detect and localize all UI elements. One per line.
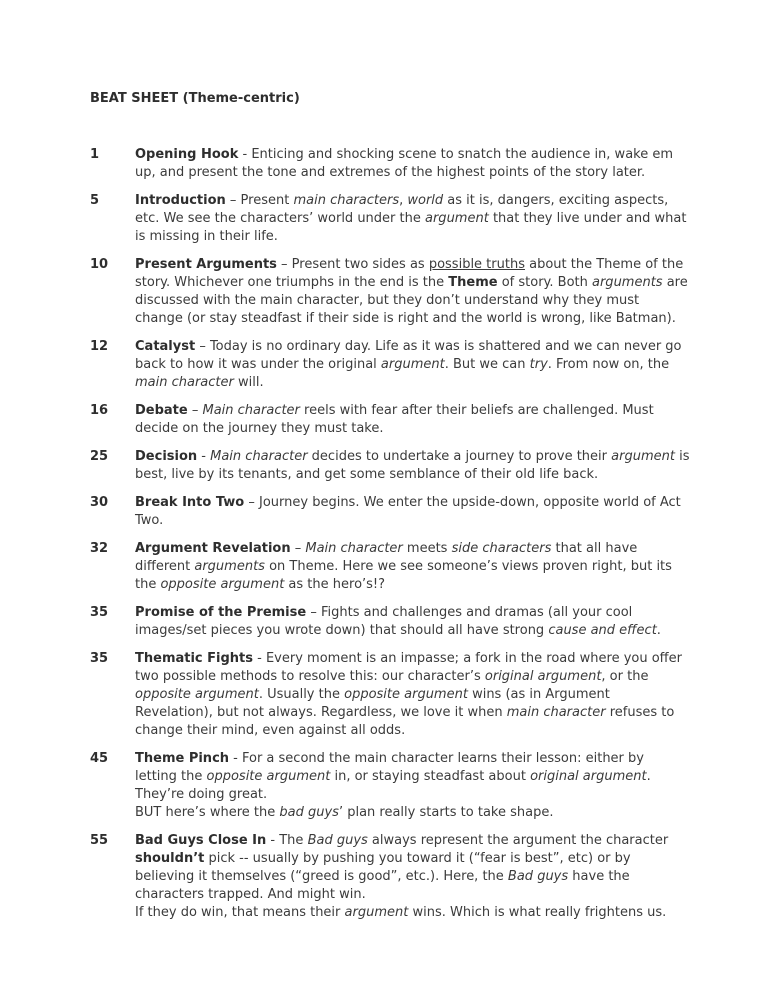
beat-text-segment: - Every moment is an impasse; a fork in the road where you offer two possible methods to resolve this: our character’s [135, 651, 682, 684]
beat-page-number: 30 [90, 495, 109, 510]
beat-description-line [135, 832, 690, 904]
beat-page-number: 16 [90, 403, 109, 418]
beat-description [135, 650, 690, 740]
beat-description [135, 448, 690, 484]
beat-text-segment: try [529, 357, 548, 372]
beat-text-segment: side characters [451, 541, 552, 556]
beat-description [135, 494, 690, 530]
beat-text-segment: Bad guys [507, 869, 569, 884]
beat-text-segment: Bad guys [307, 833, 368, 848]
beat-description [135, 192, 690, 246]
beat-item [90, 256, 690, 328]
beat-text-segment: in, or staying steadfast about [330, 769, 531, 784]
beat-item [90, 402, 690, 438]
beat-text-segment: , or the [601, 669, 649, 684]
beat-item [90, 650, 690, 740]
beat-item [90, 338, 690, 392]
beat-name: Present Arguments [135, 257, 277, 272]
beat-text-segment: - Enticing and shocking scene to snatch the audience in, wake em up, and present the tone and extremes of the highest points of the story later. [135, 147, 674, 180]
beat-page-number: 1 [90, 147, 100, 162]
beat-text-segment: – Present [225, 193, 294, 208]
beat-text-segment: meets [402, 541, 452, 556]
beat-item [90, 448, 690, 484]
beat-page-number: 55 [90, 833, 109, 848]
beat-list [90, 146, 690, 932]
beat-item [90, 604, 690, 640]
beat-text-segment: are discussed with the main character, but they don’t understand why they must change (or stay steadfast if their side is right and the world is wrong, like Batman). [135, 275, 688, 326]
beat-description-line [135, 804, 690, 822]
beat-text-segment: have the characters trapped. And might win. [135, 869, 630, 902]
beat-text-segment: ’ plan really starts to take shape. [338, 805, 554, 820]
beat-page-number: 25 [90, 449, 109, 464]
beat-text-segment: - [197, 449, 211, 464]
beat-text-segment: opposite argument [160, 577, 285, 592]
beat-text-segment: BUT here’s where the [135, 805, 280, 820]
beat-text-segment: opposite argument [206, 769, 331, 784]
beat-name: Break Into Two [135, 495, 245, 510]
beat-text-segment: argument [380, 357, 445, 372]
beat-item [90, 750, 690, 822]
beat-description-line [135, 494, 690, 530]
beat-text-segment: will. [233, 375, 264, 390]
beat-name: Introduction [135, 193, 226, 208]
beat-text-segment: main characters [293, 193, 400, 208]
beat-item [90, 146, 690, 182]
beat-text-segment: argument [611, 449, 675, 464]
beat-description [135, 604, 690, 640]
beat-text-segment: bad guys [279, 805, 339, 820]
beat-item [90, 540, 690, 594]
beat-text-segment: – Today is no ordinary day. Life as it was is shattered and we can never go back to how it was under the original [135, 339, 682, 372]
beat-name: Thematic Fights [135, 651, 254, 666]
beat-text-segment: is best, live by its tenants, and get some semblance of their old life back. [135, 449, 690, 482]
beat-text-segment: refuses to change their mind, even against all odds. [135, 705, 675, 738]
beat-text-segment: argument [425, 211, 489, 226]
beat-text-segment: Theme [448, 275, 498, 290]
beat-text-segment: main character [135, 375, 234, 390]
beat-page-number: 32 [90, 541, 109, 556]
beat-page-number: 5 [90, 193, 100, 208]
beat-description-line [135, 604, 690, 640]
beat-text-segment: wins. Which is what really frightens us. [408, 905, 667, 920]
beat-name: Opening Hook [135, 147, 239, 162]
beat-text-segment: main character [506, 705, 606, 720]
beat-text-segment: . They’re doing great. [135, 769, 651, 802]
beat-text-segment: possible truths [428, 257, 525, 272]
beat-item [90, 832, 690, 922]
beat-name: Promise of the Premise [135, 605, 307, 620]
beat-name: Decision [135, 449, 198, 464]
beat-description [135, 146, 690, 182]
document-title: BEAT SHEET (Theme-centric) [90, 91, 300, 106]
beat-text-segment: reels with fear after their beliefs are challenged. Must decide on the journey they must take. [135, 403, 654, 436]
beat-name: Theme Pinch [135, 751, 230, 766]
beat-text-segment: original argument [530, 769, 647, 784]
beat-text-segment: about the Theme of the story. Whichever one triumphs in the end is the [135, 257, 684, 290]
beat-text-segment: , [399, 193, 408, 208]
beat-text-segment: opposite argument [344, 687, 468, 702]
beat-text-segment: . Usually the [258, 687, 345, 702]
beat-page-number: 45 [90, 751, 109, 766]
beat-name: Debate [135, 403, 188, 418]
beat-text-segment: original argument [484, 669, 602, 684]
beat-text-segment: arguments [592, 275, 663, 290]
beat-description-line [135, 650, 690, 740]
beat-text-segment: pick -- usually by pushing you toward it (“fear is best”, etc) or by believing it themselves (“greed is good”, etc.). Here, the [135, 851, 631, 884]
beat-text-segment: shouldn’t [135, 851, 205, 866]
beat-page-number: 35 [90, 651, 109, 666]
beat-text-segment: . [656, 623, 661, 638]
beat-text-segment: Main character [305, 541, 403, 556]
beat-text-segment: Main character [202, 403, 300, 418]
beat-page-number: 35 [90, 605, 109, 620]
beat-description-line [135, 904, 690, 922]
beat-page-number: 10 [90, 257, 109, 272]
beat-description-line [135, 448, 690, 484]
beat-text-segment: always represent the argument the character [367, 833, 669, 848]
beat-description-line [135, 192, 690, 246]
beat-name: Argument Revelation [135, 541, 291, 556]
beat-description-line [135, 750, 690, 804]
beat-description [135, 338, 690, 392]
beat-name: Bad Guys Close In [135, 833, 267, 848]
beat-text-segment: . From now on, the [547, 357, 670, 372]
beat-description-line [135, 146, 690, 182]
beat-text-segment: world [407, 193, 444, 208]
beat-text-segment: arguments [194, 559, 265, 574]
beat-description-line [135, 402, 690, 438]
beat-text-segment: of story. Both [497, 275, 592, 290]
beat-text-segment: Main character [210, 449, 308, 464]
beat-text-segment: argument [344, 905, 409, 920]
beat-text-segment: - The [266, 833, 308, 848]
beat-description [135, 832, 690, 922]
beat-text-segment: – [290, 541, 306, 556]
beat-description-line [135, 338, 690, 392]
beat-name: Catalyst [135, 339, 196, 354]
beat-text-segment: as it is, dangers, exciting aspects, etc. We see the characters’ world under the [135, 193, 669, 226]
beat-text-segment: on Theme. Here we see someone’s views proven right, but its the [135, 559, 672, 592]
beat-text-segment: – Journey begins. We enter the upside-down, opposite world of Act Two. [135, 495, 681, 528]
beat-text-segment: opposite argument [135, 687, 259, 702]
beat-text-segment: wins (as in Argument Revelation), but not always. Regardless, we love it when [135, 687, 610, 720]
beat-text-segment: – [187, 403, 203, 418]
beat-description [135, 402, 690, 438]
beat-page-number: 12 [90, 339, 109, 354]
beat-text-segment: cause and effect [548, 623, 657, 638]
beat-text-segment: If they do win, that means their [135, 905, 345, 920]
beat-text-segment: as the hero’s!? [284, 577, 386, 592]
beat-description [135, 256, 690, 328]
beat-item [90, 494, 690, 530]
beat-text-segment: decides to undertake a journey to prove their [307, 449, 612, 464]
beat-description-line [135, 540, 690, 594]
beat-text-segment: that all have different [135, 541, 638, 574]
beat-text-segment: that they live under and what is missing in their life. [135, 211, 687, 244]
beat-description [135, 750, 690, 822]
beat-description-line [135, 256, 690, 328]
beat-text-segment: – Present two sides as [276, 257, 429, 272]
beat-description [135, 540, 690, 594]
beat-text-segment: - For a second the main character learns their lesson: either by letting the [135, 751, 644, 784]
beat-text-segment: . But we can [444, 357, 530, 372]
beat-text-segment: – Fights and challenges and dramas (all your cool images/set pieces you wrote down) that should all have strong [135, 605, 633, 638]
beat-item [90, 192, 690, 246]
